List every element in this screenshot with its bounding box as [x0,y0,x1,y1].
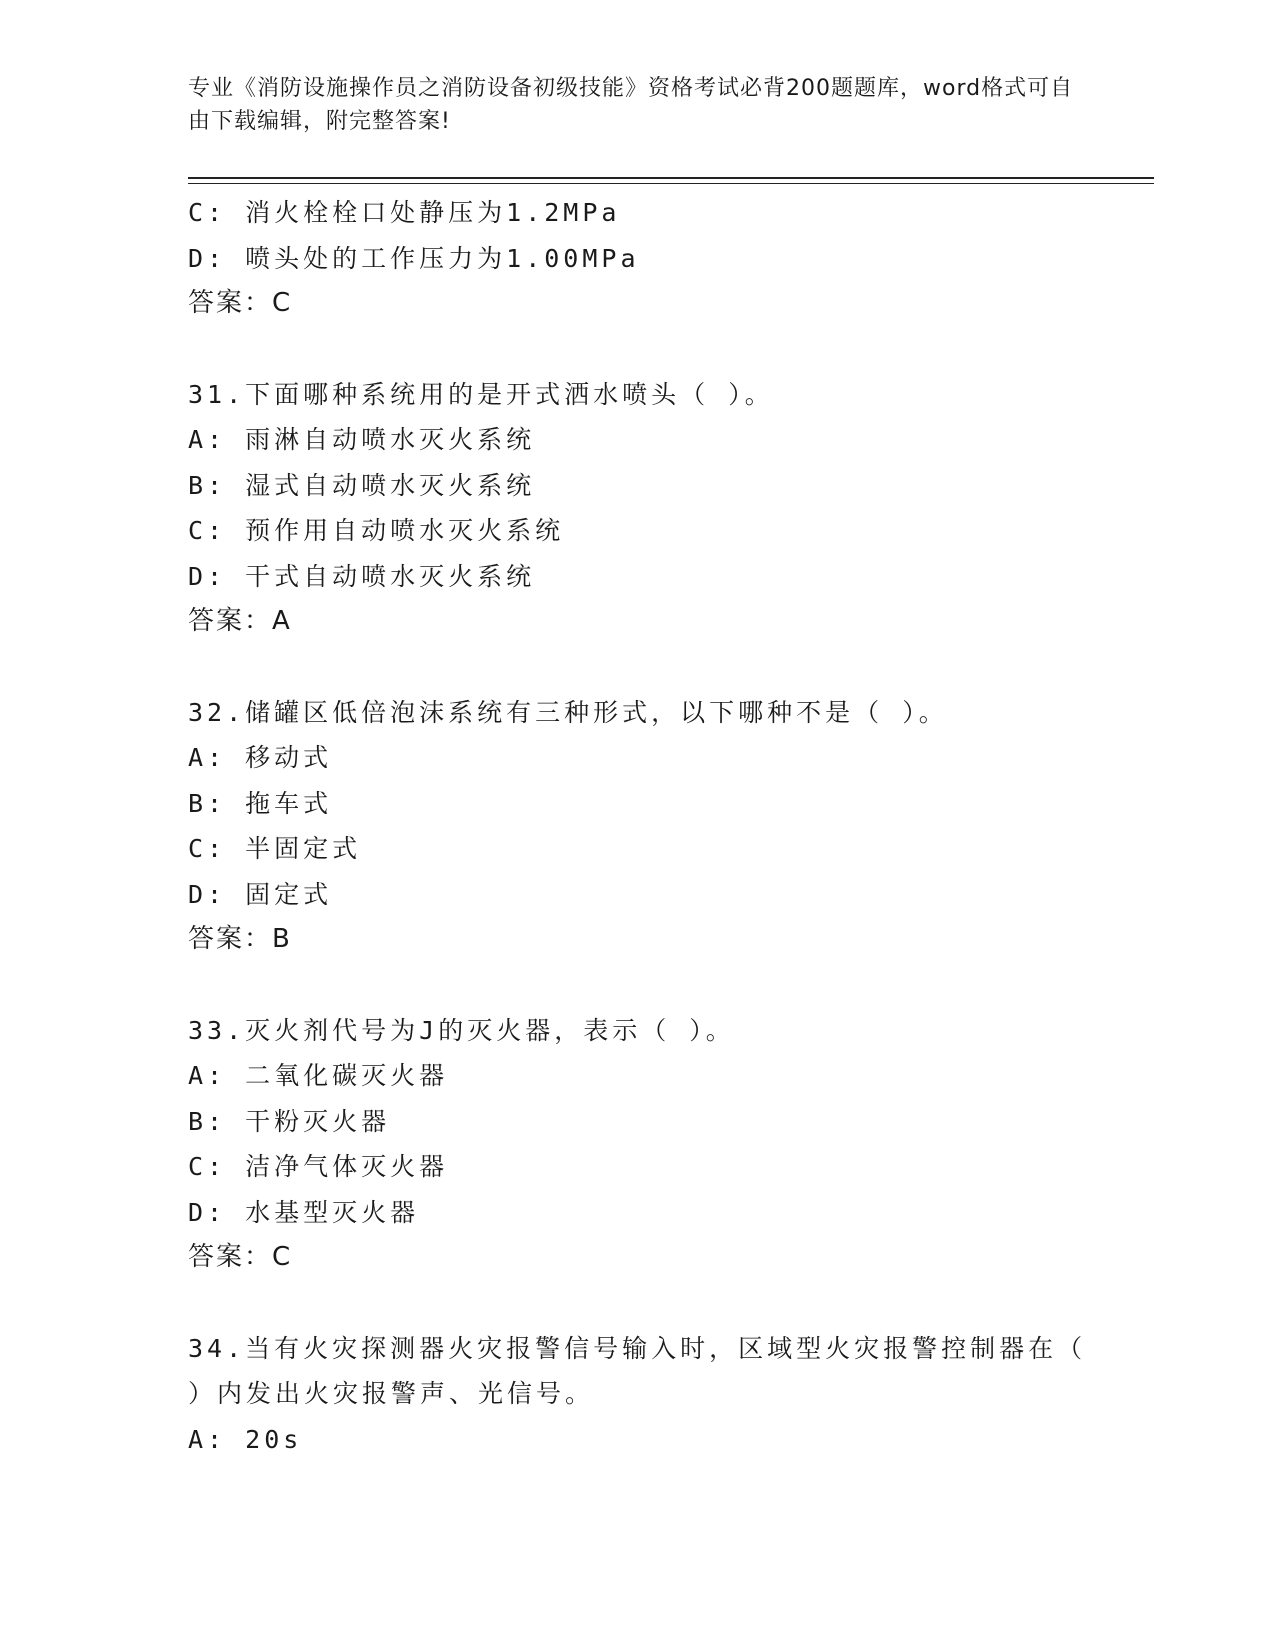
question-stem: 33.灭火剂代号为J的灭火器，表示（ ）。 [188,1015,735,1045]
option-line: A: 二氧化碳灭火器 [188,1061,449,1090]
question-gap [188,645,1118,690]
option-line: A: 移动式 [188,743,333,772]
option-line: B: 湿式自动喷水灭火系统 [188,470,536,500]
question-stem: 34.当有火灾探测器火灾报警信号输入时，区域型火灾报警控制器在（ ）内发出火灾报警声、光信号。 [188,1333,1087,1408]
question-gap [188,1281,1118,1326]
option-line: D: 固定式 [188,879,333,909]
question-stem: 32.储罐区低倍泡沫系统有三种形式，以下哪种不是（ ）。 [188,697,948,727]
question-gap [188,327,1118,372]
answer-line: 答案：A [188,606,292,636]
option-line: C: 消火栓栓口处静压为1.2MPa [188,198,621,227]
option-line: C: 半固定式 [188,834,362,863]
option-line: D: 喷头处的工作压力为1.00MPa [188,243,640,273]
option-line: D: 干式自动喷水灭火系统 [188,561,536,591]
document-body [188,190,1118,1462]
option-line: A: 20s [188,1424,303,1454]
answer-line: 答案：C [188,1242,293,1272]
answer-line: 答案：B [188,924,292,954]
document-header: 专业《消防设施操作员之消防设备初级技能》资格考试必背200题题库，word格式可自由下载编辑，附完整答案! [188,76,1074,134]
header-rule-thin [188,183,1154,184]
question-stem: 31.下面哪种系统用的是开式洒水喷头（ ）。 [188,379,774,409]
option-line: D: 水基型灭火器 [188,1197,420,1227]
option-line: B: 拖车式 [188,788,333,818]
option-line: C: 预作用自动喷水灭火系统 [188,516,565,545]
answer-line: 答案：C [188,288,293,318]
question-gap [188,963,1118,1008]
option-line: B: 干粉灭火器 [188,1106,391,1136]
option-line: A: 雨淋自动喷水灭火系统 [188,425,536,454]
option-line: C: 洁净气体灭火器 [188,1152,449,1181]
header-rule-thick [188,177,1154,179]
